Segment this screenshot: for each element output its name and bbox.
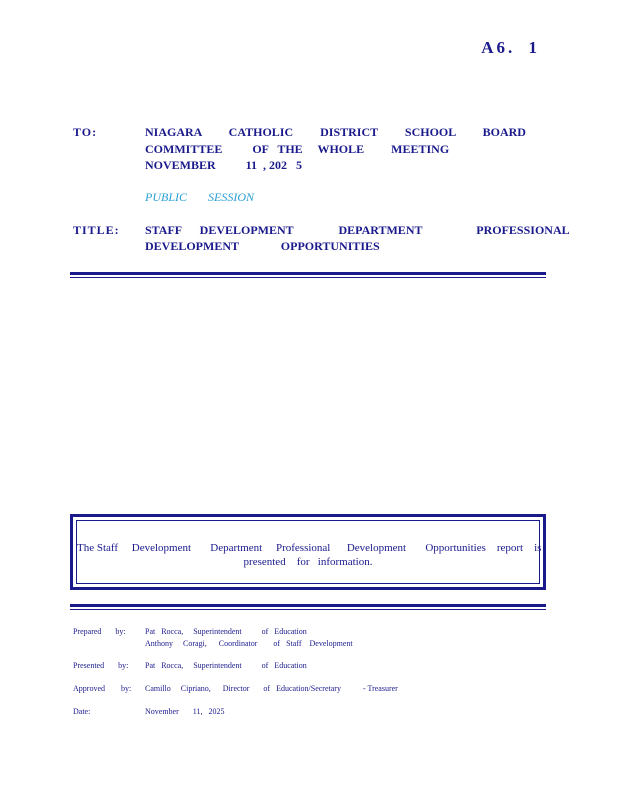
header-divider xyxy=(70,272,546,278)
to-label: TO: xyxy=(73,125,98,139)
prepared-line-2: Anthony Coragi, Coordinator of Staff Development xyxy=(145,639,353,648)
date-value: November 11, 2025 xyxy=(145,707,225,716)
title-line-1: STAFF DEVELOPMENT DEPARTMENT PROFESSIONAL xyxy=(145,223,570,237)
to-line-2: COMMITTEE OF THE WHOLE MEETING xyxy=(145,142,450,156)
item-code: A6. 1 xyxy=(481,38,540,57)
to-line-1: NIAGARA CATHOLIC DISTRICT SCHOOL BOARD xyxy=(145,125,526,139)
prepared-line-1: Pat Rocca, Superintendent of Education xyxy=(145,627,307,636)
presented-label: Presented by: xyxy=(73,661,129,670)
summary-line-2: presented for information. xyxy=(243,556,373,568)
approved-value: Camillo Cipriano, Director of Education/Secretary - Treasurer xyxy=(145,684,398,693)
title-line-2: DEVELOPMENT OPPORTUNITIES xyxy=(145,239,380,253)
title-label: TITLE: xyxy=(73,223,120,237)
session-label: PUBLIC SESSION xyxy=(145,190,254,204)
to-line-3: NOVEMBER 11 , 202 5 xyxy=(145,158,303,172)
date-label: Date: xyxy=(73,707,91,716)
approved-label: Approved by: xyxy=(73,684,132,693)
summary-box xyxy=(70,514,546,590)
summary-text xyxy=(76,520,540,584)
presented-value: Pat Rocca, Superintendent of Education xyxy=(145,661,307,670)
summary-line-1: The Staff Development Department Professional Development Opportunities report is xyxy=(77,542,542,554)
prepared-label: Prepared by: xyxy=(73,627,126,636)
footer-divider xyxy=(70,604,546,610)
